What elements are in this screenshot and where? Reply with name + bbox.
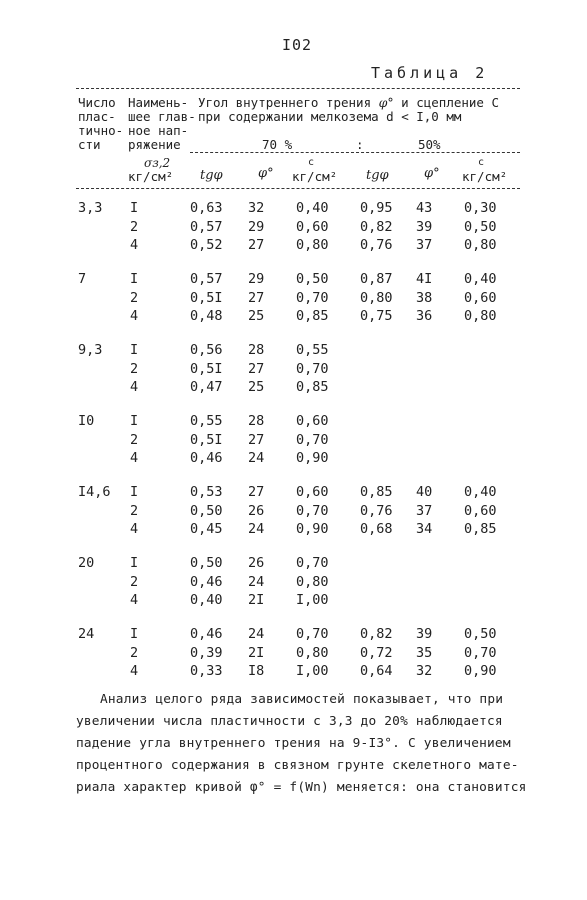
table-cell-c70: 0,50 [296,271,329,287]
table-cell-c50: 0,40 [464,271,497,287]
header-tg-50: tgφ [366,168,389,183]
table-cell-phi50: 43 [416,200,433,216]
table-cell-c70: 0,60 [296,218,329,235]
table-cell-phi70: 29 [248,271,265,287]
header-mid-rule [190,152,520,153]
table-cell-s: 2 [130,502,139,519]
table-cell-tg70: 0,47 [190,379,223,395]
table-cell-phi70: 2I [248,644,265,661]
table-cell-phi70: 27 [248,237,265,253]
table-cell-tg70: 0,57 [190,218,223,235]
table-cell-s: I [130,271,139,287]
table-cell-phi50: 32 [416,663,433,679]
table-cell-s: 2 [130,644,139,661]
table-cell-tg70: 0,48 [190,308,223,324]
table-cell-c70: 0,90 [296,521,329,537]
table-cell-tg70: 0,45 [190,521,223,537]
table-cell-c50: 0,50 [464,218,497,235]
table-cell-s: 4 [130,308,139,324]
table-cell-c70: I,00 [296,592,329,608]
table-cell-s: 2 [130,360,139,377]
table-cell-phi70: 24 [248,626,265,642]
table-cell-c70: 0,70 [296,626,329,642]
table-cell-c70: 0,60 [296,413,329,429]
table-cell-tg50: 0,76 [360,237,393,253]
table-cell-phi70: 24 [248,450,265,466]
table-cell-phi70: 26 [248,555,265,571]
table-cell-n: 7 [78,271,87,287]
table-cell-c70: 0,55 [296,342,329,358]
table-cell-c70: 0,60 [296,484,329,500]
paragraph-line-4: процентного содержания в связном грунте скелетного мате- [76,758,519,773]
table-cell-s: I [130,342,139,358]
table-top-rule [76,88,520,89]
table-cell-s: 4 [130,237,139,253]
table-cell-phi70: 24 [248,521,265,537]
table-cell-tg70: 0,33 [190,663,223,679]
table-cell-c70: 0,80 [296,644,329,661]
header-c-50: кг/см² [462,169,508,184]
table-cell-phi70: 28 [248,413,265,429]
table-cell-phi50: 35 [416,644,433,661]
page-number: I02 [282,36,313,54]
table-cell-c70: 0,70 [296,431,329,448]
table-cell-tg70: 0,5I [190,360,223,377]
table-cell-tg50: 0,85 [360,484,393,500]
table-cell-tg70: 0,55 [190,413,223,429]
table-cell-c70: 0,70 [296,360,329,377]
table-cell-tg50: 0,76 [360,502,393,519]
table-cell-n: I4,6 [78,484,111,500]
table-cell-tg50: 0,64 [360,663,393,679]
table-cell-phi50: 38 [416,289,433,306]
table-cell-s: I [130,626,139,642]
table-cell-phi50: 36 [416,308,433,324]
header-phi-70: φ° [258,166,274,181]
table-cell-tg50: 0,87 [360,271,393,287]
table-cell-n: 9,3 [78,342,103,358]
table-cell-tg50: 0,82 [360,626,393,642]
header-unit-stress: кг/см² [128,169,174,184]
paragraph-line-1: Анализ целого ряда зависимостей показывает, что при [100,692,504,707]
table-cell-tg70: 0,39 [190,644,223,661]
table-cell-c50: 0,90 [464,663,497,679]
table-cell-c50: 0,60 [464,289,497,306]
table-cell-tg70: 0,40 [190,592,223,608]
table-cell-tg70: 0,46 [190,626,223,642]
table-cell-s: 2 [130,218,139,235]
paragraph-line-5: риала характер кривой φ° = f(Wn) меняется: она становится [76,780,527,795]
table-cell-c50: 0,40 [464,484,497,500]
table-cell-c70: 0,40 [296,200,329,216]
table-cell-phi70: 29 [248,218,265,235]
table-cell-s: I [130,200,139,216]
table-cell-phi70: 2I [248,592,265,608]
table-header-rule [76,188,520,189]
header-colon: : [356,137,364,152]
table-cell-c70: I,00 [296,663,329,679]
table-cell-c70: 0,80 [296,237,329,253]
table-cell-tg70: 0,5I [190,431,223,448]
table-cell-n: 24 [78,626,95,642]
header-col-plasticity: Число плас- тично- сти [78,95,124,152]
table-cell-n: 3,3 [78,200,103,216]
table-cell-c70: 0,85 [296,379,329,395]
header-sigma: σз,2 [144,156,171,170]
table-cell-tg70: 0,56 [190,342,223,358]
table-cell-c50: 0,85 [464,521,497,537]
table-cell-phi70: 27 [248,484,265,500]
table-cell-c50: 0,50 [464,626,497,642]
table-cell-phi70: 25 [248,308,265,324]
table-cell-c70: 0,70 [296,289,329,306]
table-cell-phi50: 40 [416,484,433,500]
table-cell-phi70: 25 [248,379,265,395]
table-cell-n: 20 [78,555,95,571]
table-cell-phi70: 26 [248,502,265,519]
table-title: Таблица 2 [371,64,489,82]
header-tg-70: tgφ [200,168,223,183]
table-cell-tg50: 0,68 [360,521,393,537]
table-cell-tg70: 0,50 [190,502,223,519]
table-cell-c70: 0,85 [296,308,329,324]
table-cell-phi70: 24 [248,573,265,590]
table-cell-tg70: 0,50 [190,555,223,571]
table-cell-phi70: 27 [248,360,265,377]
table-cell-c70: 0,70 [296,502,329,519]
header-c-letter-50: c [478,157,485,168]
table-cell-tg70: 0,46 [190,573,223,590]
paragraph-line-3: падение угла внутреннего трения на 9-I3°. С увеличением [76,736,511,751]
table-cell-s: 2 [130,573,139,590]
table-cell-c70: 0,80 [296,573,329,590]
table-cell-phi50: 37 [416,502,433,519]
table-cell-c50: 0,70 [464,644,497,661]
table-cell-phi50: 37 [416,237,433,253]
table-cell-s: 2 [130,289,139,306]
table-cell-s: I [130,413,139,429]
header-group-line1: Угол внутреннего трения φ° и сцепление C [198,95,500,110]
table-cell-s: 4 [130,450,139,466]
table-cell-phi50: 39 [416,626,433,642]
table-cell-c70: 0,90 [296,450,329,466]
phi-symbol: φ° [378,95,394,110]
table-cell-tg70: 0,5I [190,289,223,306]
table-cell-s: 4 [130,592,139,608]
table-cell-tg70: 0,46 [190,450,223,466]
table-cell-phi70: I8 [248,663,265,679]
table-cell-tg70: 0,57 [190,271,223,287]
table-cell-c50: 0,30 [464,200,497,216]
header-pct-50: 50% [418,137,441,152]
table-cell-s: 4 [130,663,139,679]
table-cell-c70: 0,70 [296,555,329,571]
table-cell-c50: 0,80 [464,308,497,324]
table-cell-tg50: 0,75 [360,308,393,324]
table-cell-tg50: 0,72 [360,644,393,661]
table-cell-phi50: 4I [416,271,433,287]
table-cell-tg70: 0,63 [190,200,223,216]
table-cell-phi50: 34 [416,521,433,537]
header-pct-70: 70 % [262,137,293,152]
table-cell-tg70: 0,53 [190,484,223,500]
header-phi-50: φ° [424,166,440,181]
table-cell-s: I [130,484,139,500]
table-cell-s: 4 [130,379,139,395]
header-c-70: кг/см² [292,169,338,184]
table-cell-s: 4 [130,521,139,537]
table-cell-tg70: 0,52 [190,237,223,253]
table-cell-tg50: 0,95 [360,200,393,216]
table-cell-phi70: 32 [248,200,265,216]
header-group-line2: при содержании мелкозема d < I,0 мм [198,109,462,124]
table-cell-c50: 0,60 [464,502,497,519]
table-cell-phi50: 39 [416,218,433,235]
table-cell-phi70: 27 [248,289,265,306]
table-cell-tg50: 0,82 [360,218,393,235]
table-cell-n: I0 [78,413,95,429]
table-cell-phi70: 27 [248,431,265,448]
table-cell-c50: 0,80 [464,237,497,253]
table-cell-s: I [130,555,139,571]
table-cell-tg50: 0,80 [360,289,393,306]
header-c-letter-70: c [308,157,315,168]
paragraph-line-2: увеличении числа пластичности с 3,3 до 20% наблюдается [76,714,503,729]
table-cell-phi70: 28 [248,342,265,358]
table-cell-s: 2 [130,431,139,448]
header-col-stress: Наимень- шее глав- ное нап- ряжение [128,95,196,152]
